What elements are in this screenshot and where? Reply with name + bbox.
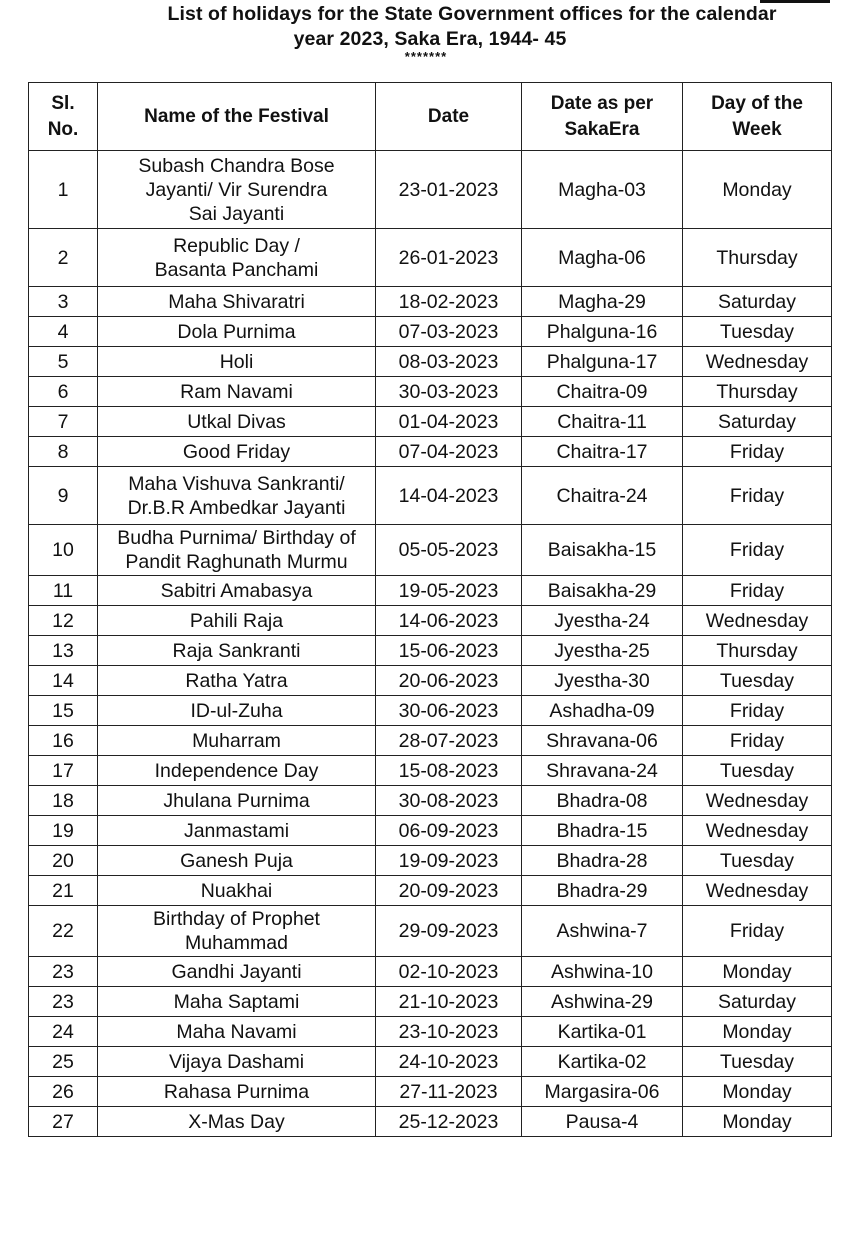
cell-festival: Raja Sankranti — [98, 636, 376, 666]
table-row — [29, 726, 832, 756]
cell-day: Tuesday — [683, 1047, 832, 1077]
cell-day: Monday — [683, 957, 832, 987]
cell-date: 05-05-2023 — [376, 525, 522, 576]
cell-festival: Nuakhai — [98, 876, 376, 906]
table-row — [29, 606, 832, 636]
cell-sl-no: 23 — [29, 957, 98, 987]
cell-day: Saturday — [683, 987, 832, 1017]
cell-sl-no: 1 — [29, 151, 98, 229]
cell-festival: Muharram — [98, 726, 376, 756]
cell-saka-date: Shravana-06 — [522, 726, 683, 756]
cell-day: Friday — [683, 467, 832, 525]
table-row — [29, 151, 832, 229]
cell-festival: Janmastami — [98, 816, 376, 846]
table-row — [29, 1107, 832, 1137]
cell-date: 25-12-2023 — [376, 1107, 522, 1137]
cell-day: Friday — [683, 906, 832, 957]
cell-festival: Ganesh Puja — [98, 846, 376, 876]
cell-sl-no: 2 — [29, 229, 98, 287]
cell-sl-no: 22 — [29, 906, 98, 957]
cell-sl-no: 24 — [29, 1017, 98, 1047]
table-row — [29, 317, 832, 347]
cell-date: 26-01-2023 — [376, 229, 522, 287]
col-header-day: Day of the Week — [683, 83, 832, 151]
cell-day: Monday — [683, 151, 832, 229]
cell-sl-no: 13 — [29, 636, 98, 666]
cell-festival: Good Friday — [98, 437, 376, 467]
cell-festival: Pahili Raja — [98, 606, 376, 636]
document-heading — [0, 2, 848, 62]
cell-festival: X-Mas Day — [98, 1107, 376, 1137]
cell-day: Friday — [683, 576, 832, 606]
cell-festival: Sabitri Amabasya — [98, 576, 376, 606]
cell-date: 21-10-2023 — [376, 987, 522, 1017]
table-row — [29, 786, 832, 816]
cell-saka-date: Bhadra-08 — [522, 786, 683, 816]
cell-saka-date: Jyestha-24 — [522, 606, 683, 636]
cell-day: Tuesday — [683, 317, 832, 347]
table-row — [29, 906, 832, 957]
cell-date: 01-04-2023 — [376, 407, 522, 437]
cell-date: 19-09-2023 — [376, 846, 522, 876]
cell-day: Tuesday — [683, 666, 832, 696]
cell-saka-date: Magha-03 — [522, 151, 683, 229]
cell-saka-date: Ashwina-10 — [522, 957, 683, 987]
cell-date: 06-09-2023 — [376, 816, 522, 846]
cell-sl-no: 27 — [29, 1107, 98, 1137]
cell-day: Monday — [683, 1107, 832, 1137]
cell-sl-no: 26 — [29, 1077, 98, 1107]
table-row — [29, 437, 832, 467]
cell-saka-date: Magha-06 — [522, 229, 683, 287]
cell-saka-date: Phalguna-17 — [522, 347, 683, 377]
cell-festival: Maha Saptami — [98, 987, 376, 1017]
cell-day: Saturday — [683, 407, 832, 437]
table-row — [29, 576, 832, 606]
cell-festival: Ram Navami — [98, 377, 376, 407]
table-row — [29, 287, 832, 317]
heading-line-2: year 2023, Saka Era, 1944- 45 — [293, 28, 567, 50]
cell-festival: Utkal Divas — [98, 407, 376, 437]
cell-day: Thursday — [683, 377, 832, 407]
cell-day: Tuesday — [683, 756, 832, 786]
cell-festival: Maha Shivaratri — [98, 287, 376, 317]
table-row — [29, 696, 832, 726]
cell-saka-date: Magha-29 — [522, 287, 683, 317]
cell-saka-date: Bhadra-29 — [522, 876, 683, 906]
cell-festival: Maha Vishuva Sankranti/ Dr.B.R Ambedkar Jayanti — [98, 467, 376, 525]
cell-festival: Subash Chandra Bose Jayanti/ Vir Surendra Sai Jayanti — [98, 151, 376, 229]
col-header-saka-date: Date as per SakaEra — [522, 83, 683, 151]
cell-day: Wednesday — [683, 816, 832, 846]
cell-date: 08-03-2023 — [376, 347, 522, 377]
cell-sl-no: 25 — [29, 1047, 98, 1077]
cell-sl-no: 14 — [29, 666, 98, 696]
table-row — [29, 957, 832, 987]
cell-day: Tuesday — [683, 846, 832, 876]
cell-date: 15-08-2023 — [376, 756, 522, 786]
cell-saka-date: Ashadha-09 — [522, 696, 683, 726]
table-row — [29, 347, 832, 377]
cell-saka-date: Margasira-06 — [522, 1077, 683, 1107]
cell-saka-date: Kartika-02 — [522, 1047, 683, 1077]
cell-sl-no: 15 — [29, 696, 98, 726]
cell-date: 30-06-2023 — [376, 696, 522, 726]
heading-asterisks: ******* — [404, 49, 448, 64]
cell-saka-date: Phalguna-16 — [522, 317, 683, 347]
cell-sl-no: 23 — [29, 987, 98, 1017]
table-row — [29, 636, 832, 666]
cell-sl-no: 21 — [29, 876, 98, 906]
cell-date: 20-09-2023 — [376, 876, 522, 906]
table-row — [29, 987, 832, 1017]
cell-saka-date: Kartika-01 — [522, 1017, 683, 1047]
cell-festival: Gandhi Jayanti — [98, 957, 376, 987]
cell-saka-date: Ashwina-29 — [522, 987, 683, 1017]
table-row — [29, 756, 832, 786]
cell-festival: Budha Purnima/ Birthday of Pandit Raghunath Murmu — [98, 525, 376, 576]
cell-date: 28-07-2023 — [376, 726, 522, 756]
col-header-date: Date — [376, 83, 522, 151]
col-header-sl-no: Sl. No. — [29, 83, 98, 151]
cell-sl-no: 19 — [29, 816, 98, 846]
cell-saka-date: Ashwina-7 — [522, 906, 683, 957]
cell-day: Friday — [683, 696, 832, 726]
cell-sl-no: 5 — [29, 347, 98, 377]
cell-sl-no: 11 — [29, 576, 98, 606]
table-row — [29, 1047, 832, 1077]
table-row — [29, 525, 832, 576]
cell-saka-date: Bhadra-15 — [522, 816, 683, 846]
cell-date: 18-02-2023 — [376, 287, 522, 317]
col-header-festival: Name of the Festival — [98, 83, 376, 151]
cell-saka-date: Baisakha-15 — [522, 525, 683, 576]
cell-date: 15-06-2023 — [376, 636, 522, 666]
cell-date: 24-10-2023 — [376, 1047, 522, 1077]
cell-date: 20-06-2023 — [376, 666, 522, 696]
cell-festival: Jhulana Purnima — [98, 786, 376, 816]
cell-date: 30-03-2023 — [376, 377, 522, 407]
cell-date: 27-11-2023 — [376, 1077, 522, 1107]
cell-saka-date: Chaitra-11 — [522, 407, 683, 437]
cell-date: 02-10-2023 — [376, 957, 522, 987]
cell-saka-date: Bhadra-28 — [522, 846, 683, 876]
cell-day: Monday — [683, 1077, 832, 1107]
cell-saka-date: Chaitra-17 — [522, 437, 683, 467]
table-row — [29, 467, 832, 525]
cell-date: 23-01-2023 — [376, 151, 522, 229]
table-row — [29, 1077, 832, 1107]
cell-festival: Dola Purnima — [98, 317, 376, 347]
cell-day: Wednesday — [683, 876, 832, 906]
holiday-table — [28, 82, 832, 1137]
cell-festival: Independence Day — [98, 756, 376, 786]
cell-day: Thursday — [683, 229, 832, 287]
cell-sl-no: 4 — [29, 317, 98, 347]
cell-sl-no: 17 — [29, 756, 98, 786]
cell-sl-no: 12 — [29, 606, 98, 636]
cell-festival: Vijaya Dashami — [98, 1047, 376, 1077]
cell-festival: ID-ul-Zuha — [98, 696, 376, 726]
cell-day: Thursday — [683, 636, 832, 666]
cell-day: Friday — [683, 525, 832, 576]
cell-date: 14-06-2023 — [376, 606, 522, 636]
cell-day: Wednesday — [683, 786, 832, 816]
cell-saka-date: Baisakha-29 — [522, 576, 683, 606]
cell-festival: Maha Navami — [98, 1017, 376, 1047]
cell-date: 19-05-2023 — [376, 576, 522, 606]
cell-festival: Ratha Yatra — [98, 666, 376, 696]
cell-date: 30-08-2023 — [376, 786, 522, 816]
table-row — [29, 846, 832, 876]
cell-festival: Republic Day / Basanta Panchami — [98, 229, 376, 287]
cell-saka-date: Jyestha-25 — [522, 636, 683, 666]
cell-sl-no: 16 — [29, 726, 98, 756]
table-header-row — [29, 83, 832, 151]
cell-saka-date: Chaitra-09 — [522, 377, 683, 407]
cell-saka-date: Jyestha-30 — [522, 666, 683, 696]
cell-festival: Holi — [98, 347, 376, 377]
table-row — [29, 816, 832, 846]
heading-line-1: List of holidays for the State Government offices for the calendar — [167, 3, 777, 25]
cell-saka-date: Pausa-4 — [522, 1107, 683, 1137]
cell-sl-no: 9 — [29, 467, 98, 525]
cell-sl-no: 20 — [29, 846, 98, 876]
cell-day: Friday — [683, 437, 832, 467]
table-row — [29, 407, 832, 437]
cell-festival: Rahasa Purnima — [98, 1077, 376, 1107]
cell-day: Saturday — [683, 287, 832, 317]
cell-day: Monday — [683, 1017, 832, 1047]
cell-date: 14-04-2023 — [376, 467, 522, 525]
table-row — [29, 377, 832, 407]
cell-date: 07-04-2023 — [376, 437, 522, 467]
cell-sl-no: 3 — [29, 287, 98, 317]
table-row — [29, 666, 832, 696]
cell-day: Wednesday — [683, 347, 832, 377]
table-row — [29, 229, 832, 287]
cell-sl-no: 8 — [29, 437, 98, 467]
cell-sl-no: 6 — [29, 377, 98, 407]
cell-day: Wednesday — [683, 606, 832, 636]
cell-saka-date: Shravana-24 — [522, 756, 683, 786]
cell-sl-no: 7 — [29, 407, 98, 437]
cell-date: 07-03-2023 — [376, 317, 522, 347]
table-row — [29, 1017, 832, 1047]
cell-date: 23-10-2023 — [376, 1017, 522, 1047]
cell-date: 29-09-2023 — [376, 906, 522, 957]
cell-sl-no: 10 — [29, 525, 98, 576]
cell-day: Friday — [683, 726, 832, 756]
cell-saka-date: Chaitra-24 — [522, 467, 683, 525]
cell-sl-no: 18 — [29, 786, 98, 816]
cell-festival: Birthday of Prophet Muhammad — [98, 906, 376, 957]
table-row — [29, 876, 832, 906]
